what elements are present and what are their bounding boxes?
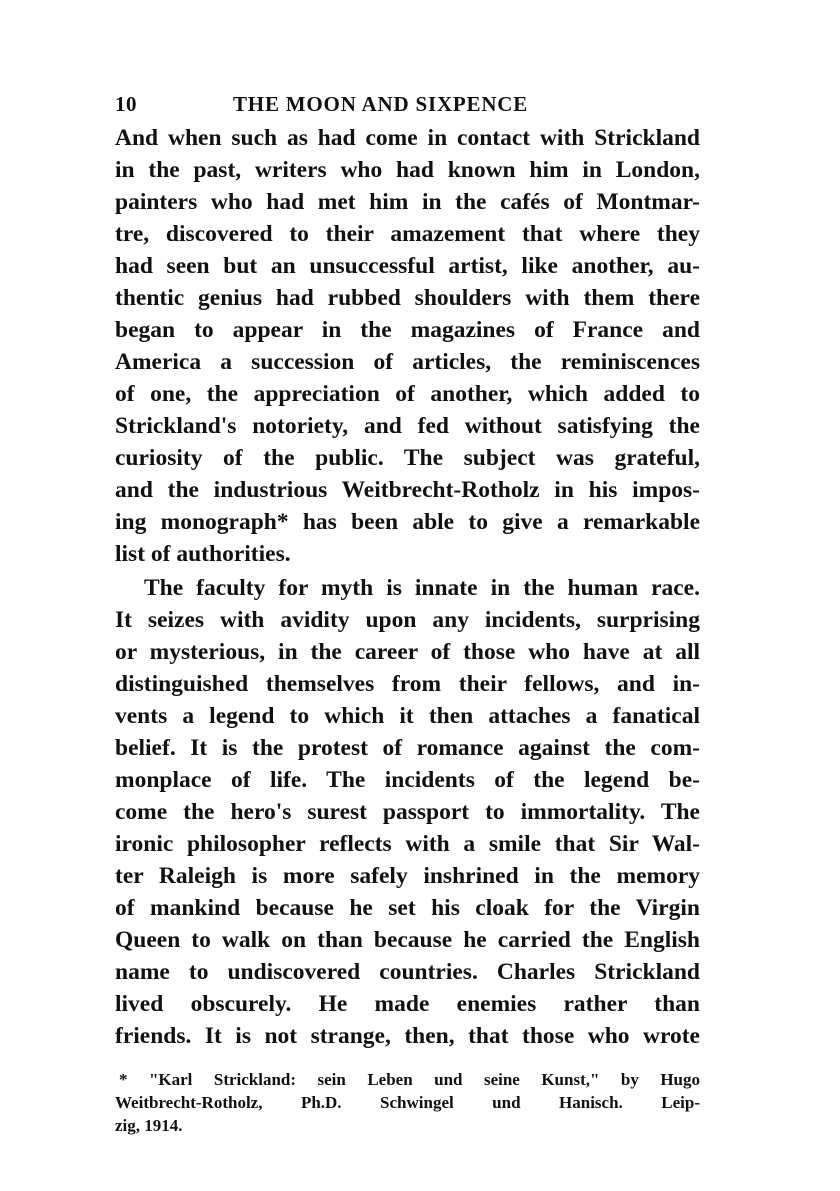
- text-line: of mankind because he set his cloak for the Virgin: [115, 895, 700, 921]
- text-line: And when such as had come in contact with Strickland: [115, 125, 700, 151]
- text-line: name to undiscovered countries. Charles Strickland: [115, 959, 700, 985]
- text-line: had seen but an unsuccessful artist, like another, au-: [115, 253, 700, 279]
- paragraph-2: [115, 572, 700, 1052]
- text-line: in the past, writers who had known him in London,: [115, 157, 700, 183]
- text-line: and the industrious Weitbrecht-Rotholz in his impos-: [115, 477, 700, 503]
- running-title: THE MOON AND SIXPENCE: [233, 92, 529, 116]
- text-line: America a succession of articles, the reminiscences: [115, 349, 700, 375]
- footnote: [115, 1068, 700, 1137]
- footnote-line: zig, 1914.: [115, 1116, 183, 1135]
- text-line: Queen to walk on than because he carried the English: [115, 927, 700, 953]
- text-line: began to appear in the magazines of France and: [115, 317, 700, 343]
- text-line: or mysterious, in the career of those who have at all: [115, 639, 700, 665]
- text-line: of one, the appreciation of another, which added to: [115, 381, 700, 407]
- text-line: monplace of life. The incidents of the legend be-: [115, 767, 700, 793]
- text-line: thentic genius had rubbed shoulders with them there: [115, 285, 700, 311]
- paragraph-1: [115, 122, 700, 570]
- footnote-line: * "Karl Strickland: sein Leben und seine Kunst," by Hugo: [119, 1070, 700, 1089]
- text-line: distinguished themselves from their fellows, and in-: [115, 671, 700, 697]
- text-line: tre, discovered to their amazement that where they: [115, 221, 700, 247]
- text-line: belief. It is the protest of romance against the com-: [115, 735, 700, 761]
- text-line: friends. It is not strange, then, that those who wrote: [115, 1023, 700, 1049]
- running-head: [115, 92, 700, 122]
- page-number: 10: [115, 92, 137, 116]
- text-line: vents a legend to which it then attaches a fanatical: [115, 703, 700, 729]
- text-line: list of authorities.: [115, 541, 291, 567]
- text-line: Strickland's notoriety, and fed without satisfying the: [115, 413, 700, 439]
- text-line: ing monograph* has been able to give a remarkable: [115, 509, 700, 535]
- text-line: lived obscurely. He made enemies rather than: [115, 991, 700, 1017]
- footnote-line: Weitbrecht-Rotholz, Ph.D. Schwingel und Hanisch. Leip-: [115, 1093, 700, 1112]
- text-line: It seizes with avidity upon any incidents, surprising: [115, 607, 700, 633]
- text-line: The faculty for myth is innate in the human race.: [144, 575, 700, 601]
- page-body: [115, 92, 700, 1137]
- text-line: ter Raleigh is more safely inshrined in the memory: [115, 863, 700, 889]
- text-line: curiosity of the public. The subject was grateful,: [115, 445, 700, 471]
- text-line: come the hero's surest passport to immortality. The: [115, 799, 700, 825]
- text-line: painters who had met him in the cafés of Montmar-: [115, 189, 700, 215]
- text-line: ironic philosopher reflects with a smile that Sir Wal-: [115, 831, 700, 857]
